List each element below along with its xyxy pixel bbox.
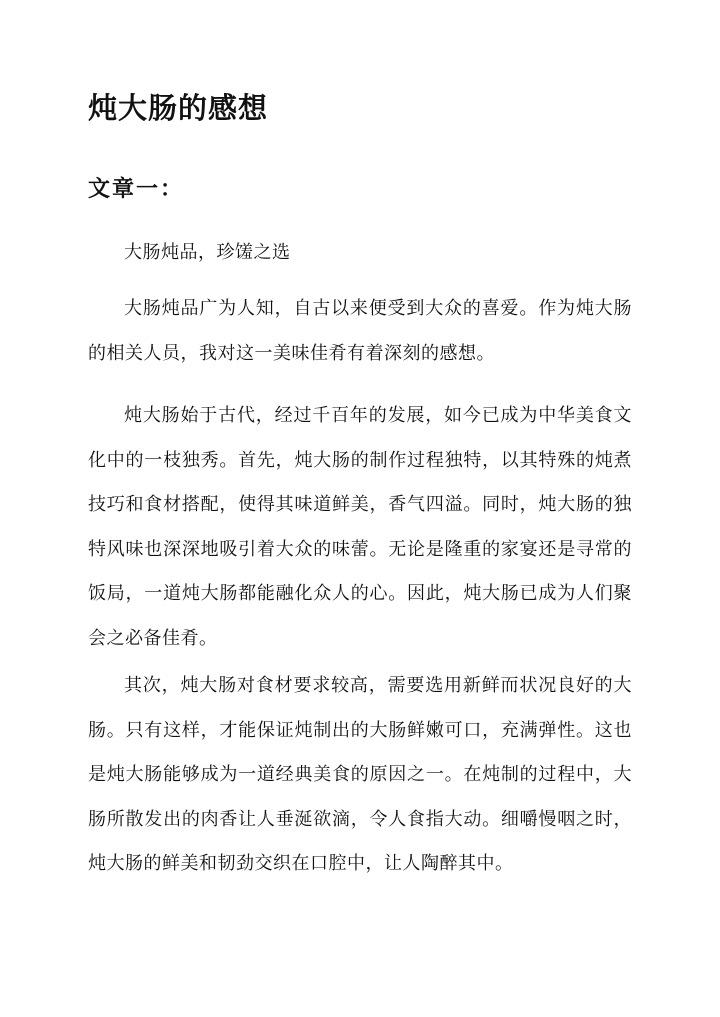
article-subtitle: 大肠炖品，珍馐之选 bbox=[124, 242, 291, 263]
document-title: 炖大肠的感想 bbox=[88, 91, 269, 125]
paragraph-ingredients: 其次，炖大肠对食材要求较高，需要选用新鲜而状况良好的大肠。只有这样，才能保证炖制出的大肠鲜嫩可口，充满弹性。这也是炖大肠能够成为一道经典美食的原因之一。在炖制的过程中，大肠所散发出的肉香让人垂涎欲滴，令人食指大动。细嚼慢咽之时，炖大肠的鲜美和韧劲交织在口腔中，让人陶醉其中。 bbox=[88, 675, 632, 874]
paragraph-introduction: 大肠炖品广为人知，自古以来便受到大众的喜爱。作为炖大肠的相关人员，我对这一美味佳肴有着深刻的感想。 bbox=[88, 298, 632, 364]
paragraph-history: 炖大肠始于古代，经过千百年的发展，如今已成为中华美食文化中的一枝独秀。首先，炖大肠的制作过程独特，以其特殊的炖煮技巧和食材搭配，使得其味道鲜美，香气四溢。同时，炖大肠的独特风味也深深地吸引着大众的味蕾。无论是隆重的家宴还是寻常的饭局，一道炖大肠都能融化众人的心。因此，炖大肠已成为人们聚会之必备佳肴。 bbox=[88, 405, 632, 649]
section-heading: 文章一： bbox=[88, 176, 185, 202]
